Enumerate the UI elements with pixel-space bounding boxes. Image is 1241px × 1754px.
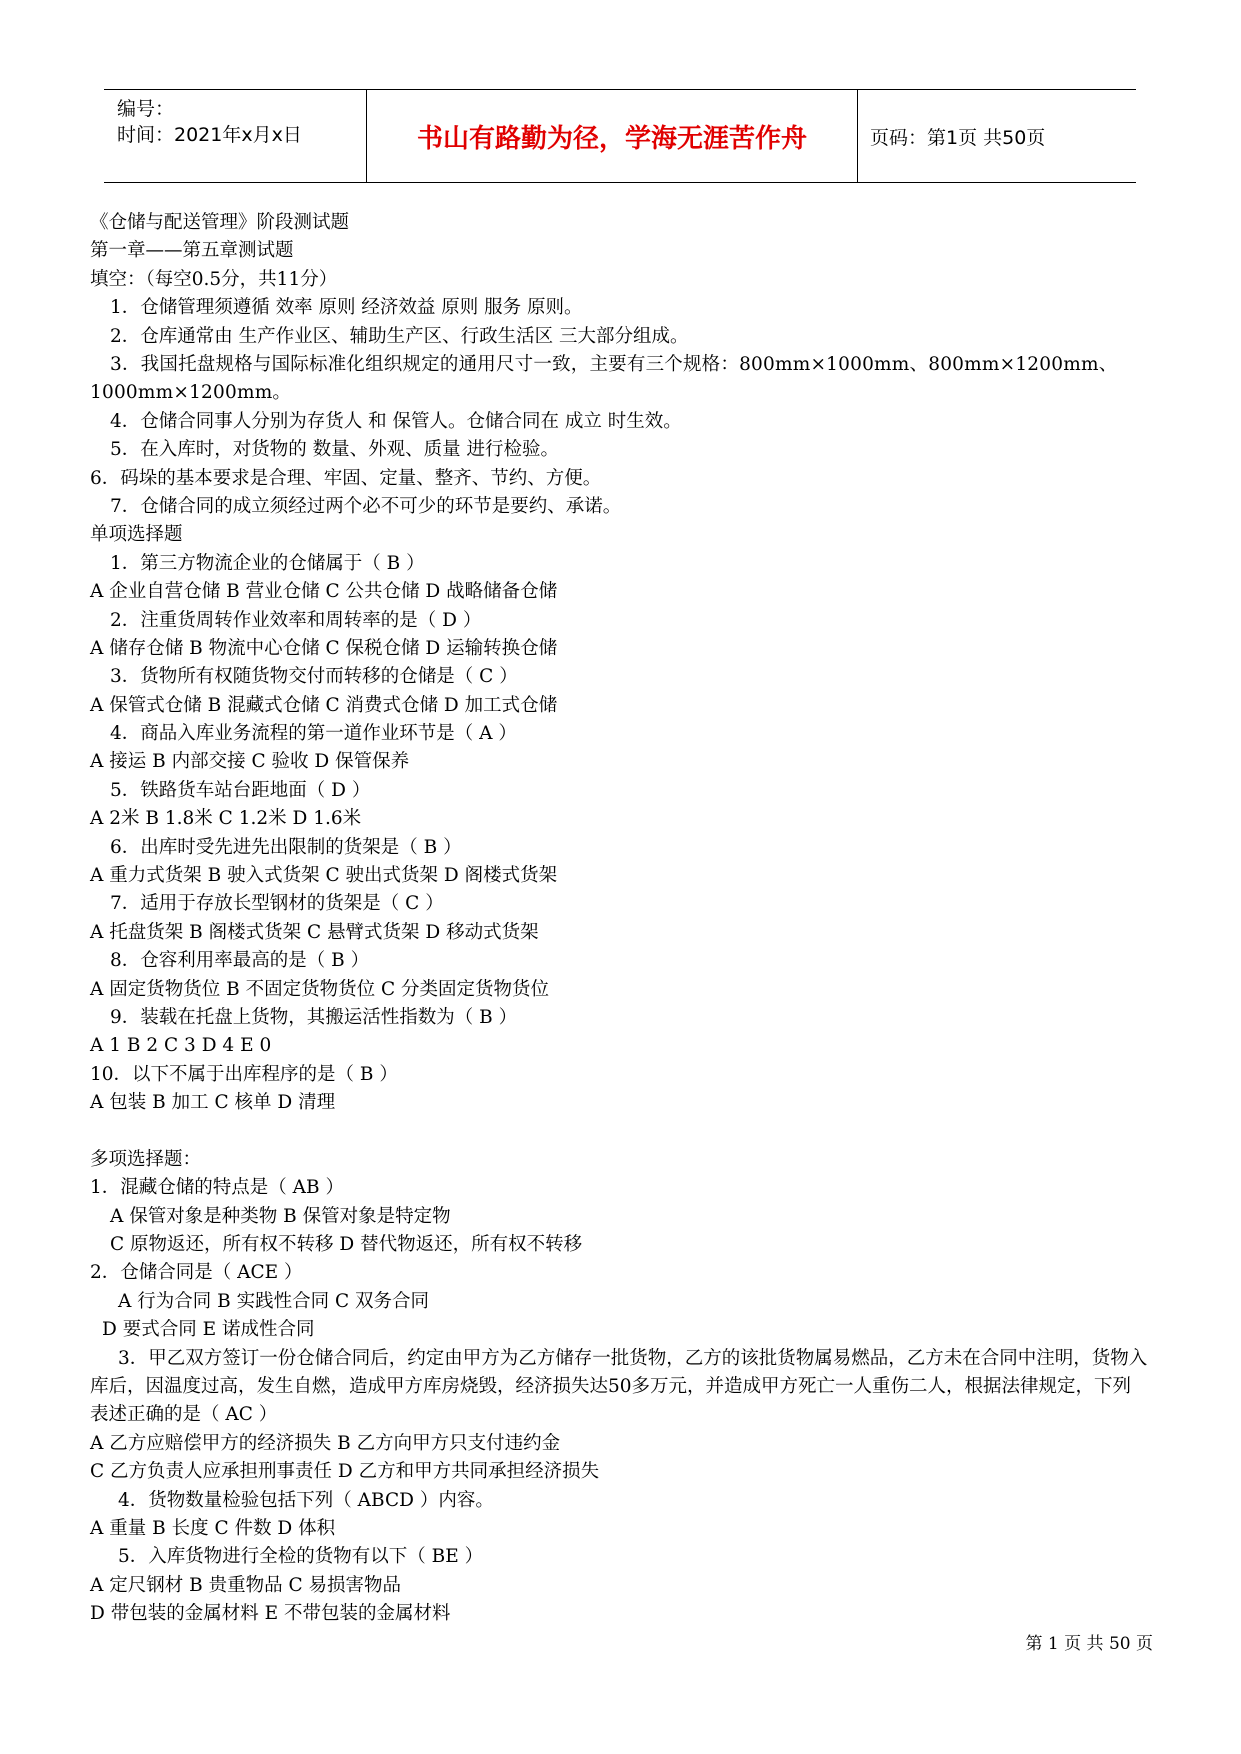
page-footer: 第 1 页 共 50 页 [1025, 1634, 1153, 1654]
question-line: 9．装载在托盘上货物，其搬运活性指数为（ B ） [110, 1006, 518, 1028]
question-line: 3．货物所有权随货物交付而转移的仓储是（ C ） [110, 666, 518, 688]
header-table [104, 89, 1136, 183]
header-info-cell [104, 90, 366, 182]
motto-text: 书山有路勤为径，学海无涯苦作舟 [416, 124, 807, 154]
options-line: A 行为合同 B 实践性合同 C 双务合同 [118, 1290, 430, 1312]
options-line: A 乙方应赔偿甲方的经济损失 B 乙方向甲方只支付违约金 [90, 1432, 561, 1454]
options-line: A 1 B 2 C 3 D 4 E 0 [90, 1035, 272, 1057]
question-line: 7．适用于存放长型钢材的货架是（ C ） [110, 893, 444, 915]
question-line: 5．在入库时，对货物的 数量、外观、质量 进行检验。 [110, 439, 560, 461]
multi-choice-heading: 多项选择题： [90, 1148, 202, 1170]
options-line: A 重力式货架 B 驶入式货架 C 驶出式货架 D 阁楼式货架 [90, 865, 558, 887]
header-motto-cell [366, 90, 858, 182]
blank-line [90, 1118, 1152, 1146]
fill-blank-heading: 填空：（每空0.5分，共11分） [90, 268, 338, 290]
document-body [90, 209, 1152, 1629]
header-page-cell [857, 90, 1136, 182]
options-line: C 原物返还，所有权不转移 D 替代物返还，所有权不转移 [110, 1234, 583, 1256]
options-line: A 固定货物货位 B 不固定货物货位 C 分类固定货物货位 [90, 978, 550, 1000]
time-label: 时间：2021年x月x日 [117, 124, 302, 146]
question-line: 3．我国托盘规格与国际标准化组织规定的通用尺寸一致，主要有三个规格：800mm×1000mm、800mm×1200mm、1000mm×1200mm。 [90, 353, 1118, 404]
question-line: 5．入库货物进行全检的货物有以下（ BE ） [118, 1546, 484, 1568]
options-line: C 乙方负责人应承担刑事责任 D 乙方和甲方共同承担经济损失 [90, 1461, 600, 1483]
options-line: A 企业自营仓储 B 营业仓储 C 公共仓储 D 战略储备仓储 [90, 581, 558, 603]
question-line: 1．混藏仓储的特点是（ AB ） [90, 1177, 344, 1199]
options-line: A 重量 B 长度 C 件数 D 体积 [90, 1518, 336, 1540]
question-line: 2．仓储合同是（ ACE ） [90, 1262, 303, 1284]
question-line: 10．以下不属于出库程序的是（ B ） [90, 1063, 398, 1085]
options-line: A 定尺钢材 B 贵重物品 C 易损害物品 [90, 1574, 402, 1596]
question-line: 4．仓储合同事人分别为存货人 和 保管人。仓储合同在 成立 时生效。 [110, 410, 682, 432]
question-line: 6．出库时受先进先出限制的货架是（ B ） [110, 836, 462, 858]
options-line: A 2米 B 1.8米 C 1.2米 D 1.6米 [90, 808, 362, 830]
question-line: 2．仓库通常由 生产作业区、辅助生产区、行政生活区 三大部分组成。 [110, 325, 689, 347]
question-line: 8．仓容利用率最高的是（ B ） [110, 950, 370, 972]
question-line: 1．仓储管理须遵循 效率 原则 经济效益 原则 服务 原则。 [110, 297, 583, 319]
page-number-label: 页码：第1页 共50页 [870, 127, 1046, 149]
question-line: 1．第三方物流企业的仓储属于（ B ） [110, 552, 425, 574]
options-line: A 保管式仓储 B 混藏式仓储 C 消费式仓储 D 加工式仓储 [90, 694, 558, 716]
question-line: 2．注重货周转作业效率和周转率的是（ D ） [110, 609, 482, 631]
options-line: D 要式合同 E 诺成性合同 [102, 1319, 315, 1341]
question-line: 7．仓储合同的成立须经过两个必不可少的环节是要约、承诺。 [110, 495, 622, 517]
question-line: 5．铁路货车站台距地面（ D ） [110, 779, 371, 801]
question-line: 6．码垛的基本要求是合理、牢固、定量、整齐、节约、方便。 [90, 467, 602, 489]
options-line: A 储存仓储 B 物流中心仓储 C 保税仓储 D 运输转换仓储 [90, 637, 558, 659]
question-line: 3．甲乙双方签订一份仓储合同后，约定由甲方为乙方储存一批货物，乙方的该批货物属易燃品，乙方未在合同中注明，货物入库后，因温度过高，发生自燃，造成甲方库房烧毁，经济损失达50多万元，并造成甲方死亡一人重伤二人，根据法律规定，下列表述正确的是（ AC ） [90, 1347, 1148, 1426]
options-line: A 包装 B 加工 C 核单 D 清理 [90, 1092, 336, 1114]
options-line: A 托盘货架 B 阁楼式货架 C 悬臂式货架 D 移动式货架 [90, 921, 539, 943]
question-line: 4．货物数量检验包括下列（ ABCD ）内容。 [118, 1489, 494, 1511]
document-title: 《仓储与配送管理》阶段测试题 [90, 212, 350, 233]
section-subtitle: 第一章——第五章测试题 [90, 240, 294, 262]
single-choice-heading: 单项选择题 [90, 524, 183, 546]
question-line: 4．商品入库业务流程的第一道作业环节是（ A ） [110, 723, 517, 745]
options-line: A 接运 B 内部交接 C 验收 D 保管保养 [90, 751, 410, 773]
options-line: A 保管对象是种类物 B 保管对象是特定物 [110, 1205, 451, 1227]
number-label: 编号： [117, 98, 175, 120]
options-line: D 带包装的金属材料 E 不带包装的金属材料 [90, 1603, 451, 1625]
